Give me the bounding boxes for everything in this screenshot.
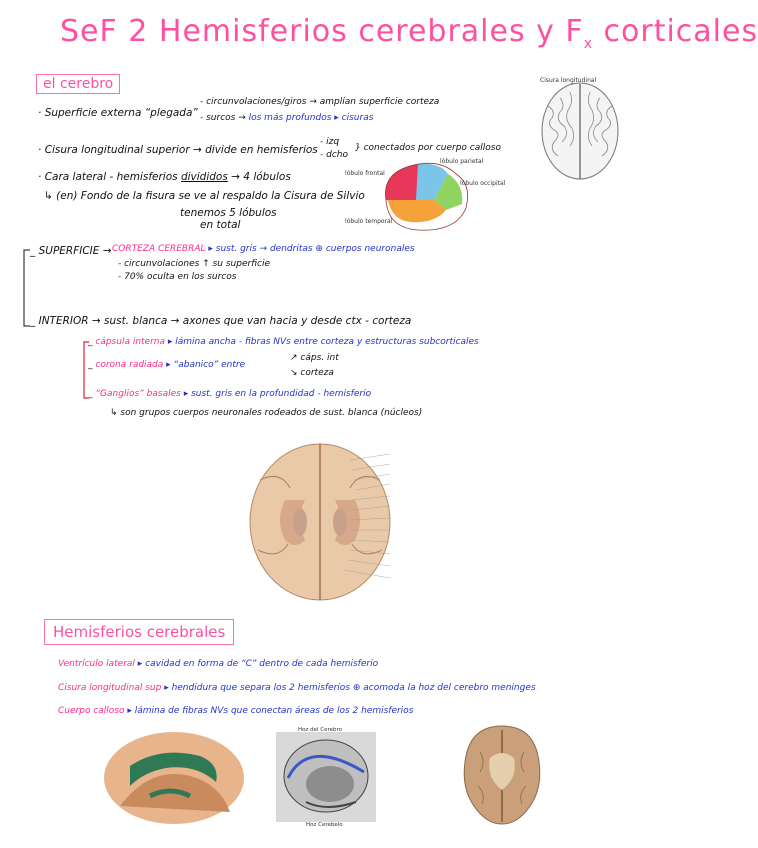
lobe-label-parietal: lóbulo parietal [440,158,484,165]
page-title: SeF 2 Hemisferios cerebrales y $F_x$ corticales [60,14,758,52]
line-capsula: _ cápsula interna ▸ lámina ancha - fibras NVs entre corteza y estructuras subcorticales [88,337,479,347]
falx-top-label: Hoz del Cerebro [298,727,343,733]
lobe-label-temporal: lóbulo temporal [345,218,393,225]
lobe-label-frontal: lóbulo frontal [345,170,385,177]
brain-horizontal-section-image [240,440,420,605]
lobe-label-occipital: lóbulo occipital [460,180,506,187]
line-ganglios: _ “Ganglios” basales ▸ sust. gris en la profundidad - hemisferio [88,389,372,399]
brain-top-view-image [528,76,638,184]
line-tenemos: tenemos 5 lóbulos [180,207,277,219]
line-caps-int: ↗ cáps. int [290,353,339,363]
ventricle-3d-image [100,726,246,832]
line-dcho: - dcho [320,150,348,160]
section-label-el-cerebro: el cerebro [36,74,120,94]
falx-bottom-label: Hoz Cerebelo [306,822,343,828]
line-superficie-header: _ SUPERFICIE → [30,245,112,257]
line-fondo-fisura: ↳ (en) Fondo de la fisura se ve al respaldo la Cisura de Silvio [44,190,365,202]
line-grupos: ↳ son grupos cuerpos neuronales rodeados de sust. blanca (núcleos) [110,408,423,418]
brain-top-label: Cisura longitudinal [540,77,597,84]
line-corteza-cerebral: CORTEZA CEREBRAL ▸ sust. gris → dendritas ⊕ cuerpos neuronales [112,244,415,254]
bracket-interior [82,342,90,398]
line-cisura-long: · Cisura longitudinal superior → divide en hemisferios [38,144,318,156]
line-cuerpo-calloso: Cuerpo calloso ▸ lámina de fibras NVs que conectan áreas de los 2 hemisferios [58,706,414,716]
line-ventriculo: Ventrículo lateral ▸ cavidad en forma de “C” dentro de cada hemisferio [58,659,379,669]
line-surcos: - surcos → los más profundos ▸ cisuras [200,113,374,123]
line-superficie: · Superficie externa “plegada” [38,107,198,119]
line-cara-lateral: · Cara lateral - hemisferios divididos → 4 lóbulos [38,171,291,183]
line-conectados: } conectados por cuerpo calloso [355,143,501,153]
line-corteza-arrow: ↘ corteza [290,368,334,378]
line-interior-header: _ INTERIOR → sust. blanca → axones que van hacia y desde ctx - corteza [30,315,412,327]
falx-cerebri-image [276,726,376,830]
line-en-total: en total [200,219,241,231]
line-izq: - izq [320,137,340,147]
line-70-oculta: - 70% oculta en los surcos [118,272,237,282]
corpus-callosum-image [460,722,544,828]
line-circunvoluciones: - circunvolaciones/giros → amplían superficie corteza [200,97,440,107]
line-corona: _ corona radiada ▸ “abanico” entre [88,360,246,370]
section-label-hemisferios: Hemisferios cerebrales [44,619,234,645]
line-cisura-sup: Cisura longitudinal sup ▸ hendidura que separa los 2 hemisferios ⊕ acomoda la hoz del cerebro meninges [58,683,536,693]
line-circunvol-sup: - circunvolaciones ↑ su superficie [118,259,271,269]
